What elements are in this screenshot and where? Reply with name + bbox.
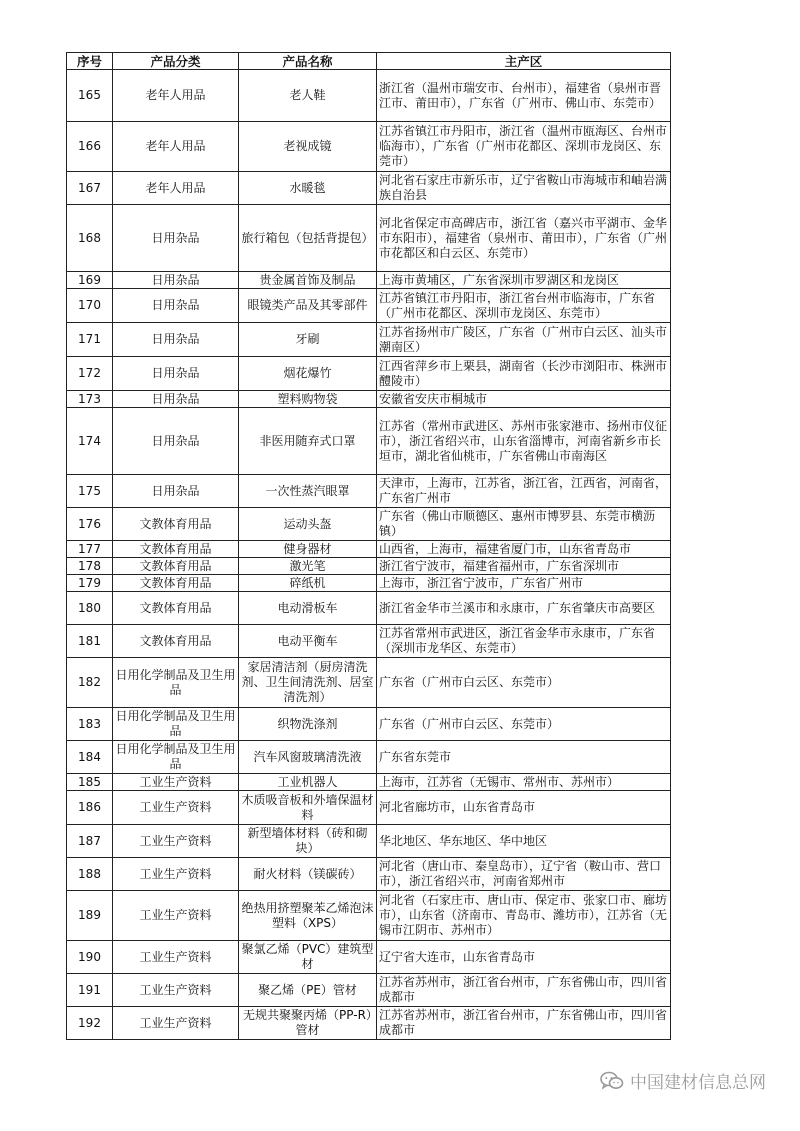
row-product-name: 织物洗涤剂 (239, 708, 377, 741)
row-region: 浙江省宁波市，福建省福州市，广东省深圳市 (377, 558, 671, 575)
table-header-row (67, 53, 671, 70)
row-category: 文教体育用品 (113, 592, 239, 625)
table-row (67, 357, 671, 391)
row-category: 日用杂品 (113, 391, 239, 408)
row-product-name: 眼镜类产品及其零部件 (239, 289, 377, 323)
table-row (67, 408, 671, 475)
row-category: 工业生产资料 (113, 791, 239, 825)
row-region: 广东省（佛山市顺德区、惠州市博罗县、东莞市横沥镇） (377, 508, 671, 541)
row-category: 日用化学制品及卫生用品 (113, 658, 239, 708)
row-product-name: 一次性蒸汽眼罩 (239, 475, 377, 508)
row-category: 老年人用品 (113, 70, 239, 122)
row-region: 上海市，江苏省（无锡市、常州市、苏州市） (377, 774, 671, 791)
row-product-name: 运动头盔 (239, 508, 377, 541)
row-region: 河北省（唐山市、秦皇岛市），辽宁省（鞍山市、营口市），浙江省绍兴市，河南省郑州市 (377, 858, 671, 891)
table-row (67, 70, 671, 122)
row-number: 165 (67, 70, 113, 122)
row-category: 文教体育用品 (113, 625, 239, 658)
row-number: 187 (67, 825, 113, 858)
row-region: 江苏省苏州市，浙江省台州市，广东省佛山市，四川省成都市 (377, 1007, 671, 1040)
row-category: 工业生产资料 (113, 974, 239, 1007)
row-category: 文教体育用品 (113, 508, 239, 541)
row-region: 山西省，上海市，福建省厦门市，山东省青岛市 (377, 541, 671, 558)
row-number: 177 (67, 541, 113, 558)
row-number: 190 (67, 941, 113, 974)
row-category: 日用化学制品及卫生用品 (113, 741, 239, 774)
table-row (67, 774, 671, 791)
row-number: 180 (67, 592, 113, 625)
row-product-name: 家居清洁剂（厨房清洗剂、卫生间清洗剂、居室清洗剂） (239, 658, 377, 708)
row-category: 工业生产资料 (113, 858, 239, 891)
row-region: 江苏省（常州市武进区、苏州市张家港市、扬州市仪征市），浙江省绍兴市，山东省淄博市，河南省新乡市长垣市，湖北省仙桃市，广东省佛山市南海区 (377, 408, 671, 475)
row-category: 日用杂品 (113, 323, 239, 357)
row-number: 178 (67, 558, 113, 575)
row-number: 183 (67, 708, 113, 741)
table-row (67, 658, 671, 708)
row-number: 185 (67, 774, 113, 791)
row-category: 文教体育用品 (113, 575, 239, 592)
header-region: 主产区 (377, 53, 671, 70)
row-number: 192 (67, 1007, 113, 1040)
row-product-name: 汽车风窗玻璃清洗液 (239, 741, 377, 774)
row-number: 168 (67, 205, 113, 272)
row-category: 日用杂品 (113, 289, 239, 323)
row-product-name: 水暖毯 (239, 172, 377, 205)
row-region: 浙江省（温州市瑞安市、台州市），福建省（泉州市晋江市、莆田市），广东省（广州市、佛山市、东莞市） (377, 70, 671, 122)
row-product-name: 电动平衡车 (239, 625, 377, 658)
watermark-text: 中国建材信息总网 (630, 1073, 766, 1093)
row-category: 工业生产资料 (113, 941, 239, 974)
table-row (67, 625, 671, 658)
row-product-name: 聚乙烯（PE）管材 (239, 974, 377, 1007)
row-product-name: 聚氯乙烯（PVC）建筑型材 (239, 941, 377, 974)
table-row (67, 592, 671, 625)
row-region: 浙江省金华市兰溪市和永康市，广东省肇庆市高要区 (377, 592, 671, 625)
row-number: 167 (67, 172, 113, 205)
table-row (67, 323, 671, 357)
row-number: 179 (67, 575, 113, 592)
row-region: 河北省石家庄市新乐市，辽宁省鞍山市海城市和岫岩满族自治县 (377, 172, 671, 205)
row-number: 181 (67, 625, 113, 658)
row-region: 华北地区、华东地区、华中地区 (377, 825, 671, 858)
row-product-name: 牙刷 (239, 323, 377, 357)
row-category: 工业生产资料 (113, 1007, 239, 1040)
table-row (67, 541, 671, 558)
row-category: 日用杂品 (113, 408, 239, 475)
row-product-name: 非医用随弃式口罩 (239, 408, 377, 475)
row-region: 江苏省镇江市丹阳市，浙江省台州市临海市，广东省（广州市花都区、深圳市龙岗区、东莞市） (377, 289, 671, 323)
row-product-name: 绝热用挤塑聚苯乙烯泡沫塑料（XPS） (239, 891, 377, 941)
table-row (67, 708, 671, 741)
row-number: 175 (67, 475, 113, 508)
row-product-name: 塑料购物袋 (239, 391, 377, 408)
row-product-name: 新型墙体材料（砖和砌块） (239, 825, 377, 858)
row-region: 广东省（广州市白云区、东莞市） (377, 658, 671, 708)
row-number: 169 (67, 272, 113, 289)
row-category: 老年人用品 (113, 122, 239, 172)
row-category: 文教体育用品 (113, 558, 239, 575)
row-category: 文教体育用品 (113, 541, 239, 558)
header-name: 产品名称 (239, 53, 377, 70)
row-region: 安徽省安庆市桐城市 (377, 391, 671, 408)
row-product-name: 旅行箱包（包括背提包） (239, 205, 377, 272)
table-row (67, 575, 671, 592)
row-region: 江苏省常州市武进区，浙江省金华市永康市，广东省（深圳市龙华区、东莞市） (377, 625, 671, 658)
row-product-name: 老视成镜 (239, 122, 377, 172)
row-region: 上海市黄埔区，广东省深圳市罗湖区和龙岗区 (377, 272, 671, 289)
table-row (67, 289, 671, 323)
table-row (67, 1007, 671, 1040)
row-region: 广东省东莞市 (377, 741, 671, 774)
row-region: 江苏省镇江市丹阳市，浙江省（温州市瓯海区、台州市临海市），广东省（广州市花都区、深圳市龙岗区、东莞市） (377, 122, 671, 172)
table-row (67, 791, 671, 825)
row-number: 184 (67, 741, 113, 774)
row-product-name: 木质吸音板和外墙保温材料 (239, 791, 377, 825)
table-row (67, 858, 671, 891)
row-category: 日用杂品 (113, 475, 239, 508)
row-number: 186 (67, 791, 113, 825)
row-product-name: 无规共聚聚丙烯（PP-R）管材 (239, 1007, 377, 1040)
row-product-name: 贵金属首饰及制品 (239, 272, 377, 289)
row-category: 日用杂品 (113, 272, 239, 289)
row-number: 171 (67, 323, 113, 357)
row-region: 河北省（石家庄市、唐山市、保定市、张家口市、廊坊市），山东省（济南市、青岛市、潍坊市），江苏省（无锡市江阴市、苏州市） (377, 891, 671, 941)
wechat-icon (600, 1071, 624, 1091)
row-number: 174 (67, 408, 113, 475)
row-product-name: 耐火材料（镁碳砖） (239, 858, 377, 891)
table-row (67, 891, 671, 941)
table-row (67, 558, 671, 575)
row-number: 188 (67, 858, 113, 891)
table-row (67, 741, 671, 774)
table-row (67, 475, 671, 508)
row-product-name: 工业机器人 (239, 774, 377, 791)
table-row (67, 508, 671, 541)
row-product-name: 碎纸机 (239, 575, 377, 592)
table-row (67, 941, 671, 974)
row-region: 上海市，浙江省宁波市，广东省广州市 (377, 575, 671, 592)
row-region: 天津市，上海市，江苏省，浙江省，江西省，河南省，广东省广州市 (377, 475, 671, 508)
row-product-name: 健身器材 (239, 541, 377, 558)
row-number: 170 (67, 289, 113, 323)
header-category: 产品分类 (113, 53, 239, 70)
row-number: 173 (67, 391, 113, 408)
row-category: 工业生产资料 (113, 891, 239, 941)
table-row (67, 172, 671, 205)
row-number: 182 (67, 658, 113, 708)
row-region: 广东省（广州市白云区、东莞市） (377, 708, 671, 741)
table-row (67, 272, 671, 289)
row-category: 工业生产资料 (113, 774, 239, 791)
row-number: 189 (67, 891, 113, 941)
row-category: 日用杂品 (113, 357, 239, 391)
row-category: 日用化学制品及卫生用品 (113, 708, 239, 741)
product-table (66, 52, 671, 1040)
table-row (67, 825, 671, 858)
row-region: 江西省萍乡市上栗县，湖南省（长沙市浏阳市、株洲市醴陵市） (377, 357, 671, 391)
watermark (600, 1068, 766, 1093)
table-row (67, 205, 671, 272)
row-category: 老年人用品 (113, 172, 239, 205)
row-region: 江苏省扬州市广陵区，广东省（广州市白云区、汕头市潮南区） (377, 323, 671, 357)
row-region: 河北省保定市高碑店市，浙江省（嘉兴市平湖市、金华市东阳市），福建省（泉州市、莆田市），广东省（广州市花都区和白云区、东莞市） (377, 205, 671, 272)
row-product-name: 烟花爆竹 (239, 357, 377, 391)
table-body (67, 70, 671, 1040)
row-number: 166 (67, 122, 113, 172)
row-region: 江苏省苏州市，浙江省台州市，广东省佛山市，四川省成都市 (377, 974, 671, 1007)
header-no: 序号 (67, 53, 113, 70)
table-row (67, 122, 671, 172)
row-region: 辽宁省大连市，山东省青岛市 (377, 941, 671, 974)
row-number: 172 (67, 357, 113, 391)
table-row (67, 391, 671, 408)
row-category: 工业生产资料 (113, 825, 239, 858)
row-number: 191 (67, 974, 113, 1007)
row-number: 176 (67, 508, 113, 541)
table-row (67, 974, 671, 1007)
row-product-name: 电动滑板车 (239, 592, 377, 625)
row-region: 河北省廊坊市，山东省青岛市 (377, 791, 671, 825)
row-category: 日用杂品 (113, 205, 239, 272)
row-product-name: 激光笔 (239, 558, 377, 575)
row-product-name: 老人鞋 (239, 70, 377, 122)
